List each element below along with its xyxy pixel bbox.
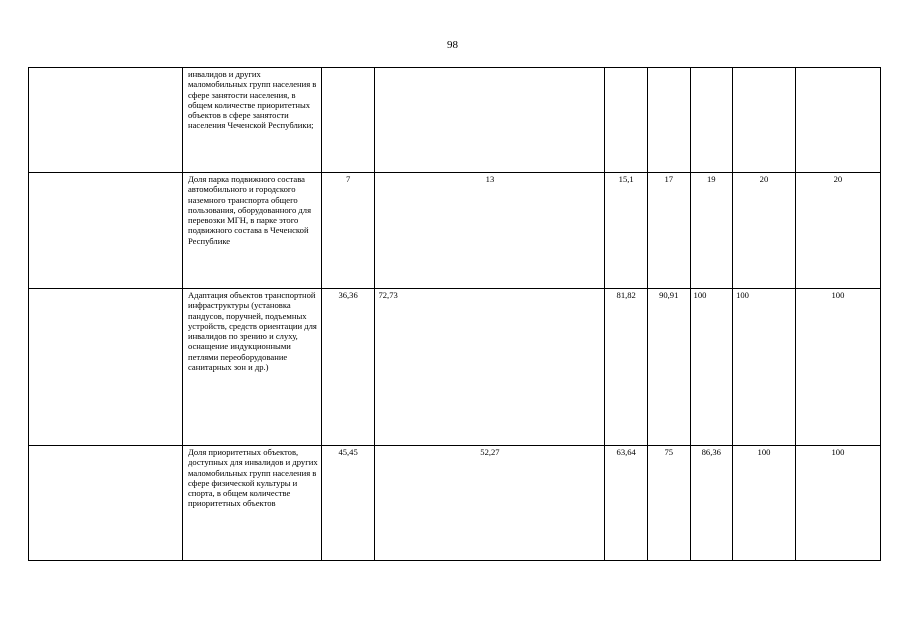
- value-cell: 86,36: [690, 446, 733, 561]
- table-row: [29, 68, 881, 173]
- table-cell-empty: [29, 68, 183, 173]
- value-cell: 20: [733, 173, 796, 289]
- indicator-table: [28, 67, 881, 561]
- row-description: инвалидов и других маломобильных групп населения в сфере занятости населения, в общем количестве приоритетных объектов в сфере занятости населения Чеченской Республики;: [182, 68, 321, 173]
- row-description: Доля парка подвижного состава автомобильного и городского наземного транспорта общего пользования, оборудованного для перевозки МГН, в парке этого подвижного состава в Чеченской Республике: [182, 173, 321, 289]
- value-cell: 100: [733, 446, 796, 561]
- value-cell: [795, 68, 880, 173]
- value-cell: 17: [647, 173, 690, 289]
- value-cell: 75: [647, 446, 690, 561]
- value-cell: 36,36: [321, 289, 375, 446]
- value-cell: 19: [690, 173, 733, 289]
- value-cell: 13: [375, 173, 605, 289]
- row-description: Доля приоритетных объектов, доступных для инвалидов и других маломобильных групп населения в сфере физической культуры и спорта, в общем количестве приоритетных объектов: [182, 446, 321, 561]
- value-cell: 72,73: [375, 289, 605, 446]
- value-cell: 100: [733, 289, 796, 446]
- value-cell: 100: [795, 446, 880, 561]
- table-cell-empty: [29, 289, 183, 446]
- page-number: 98: [447, 39, 458, 51]
- value-cell: 90,91: [647, 289, 690, 446]
- value-cell: [605, 68, 648, 173]
- table-row: [29, 173, 881, 289]
- row-description: Адаптация объектов транспортной инфраструктуры (установка пандусов, поручней, подъемных устройств, средств ориентации для инвалидов по зрению и слуху, оснащение индукционными петлями переоборудование санитарных зон и др.): [182, 289, 321, 446]
- value-cell: 45,45: [321, 446, 375, 561]
- value-cell: 52,27: [375, 446, 605, 561]
- value-cell: [733, 68, 796, 173]
- table-row: [29, 289, 881, 446]
- value-cell: 100: [690, 289, 733, 446]
- value-cell: 7: [321, 173, 375, 289]
- value-cell: 20: [795, 173, 880, 289]
- value-cell: 63,64: [605, 446, 648, 561]
- table-cell-empty: [29, 446, 183, 561]
- value-cell: [321, 68, 375, 173]
- value-cell: 15,1: [605, 173, 648, 289]
- table-cell-empty: [29, 173, 183, 289]
- value-cell: [647, 68, 690, 173]
- value-cell: [690, 68, 733, 173]
- value-cell: [375, 68, 605, 173]
- value-cell: 100: [795, 289, 880, 446]
- value-cell: 81,82: [605, 289, 648, 446]
- table-row: [29, 446, 881, 561]
